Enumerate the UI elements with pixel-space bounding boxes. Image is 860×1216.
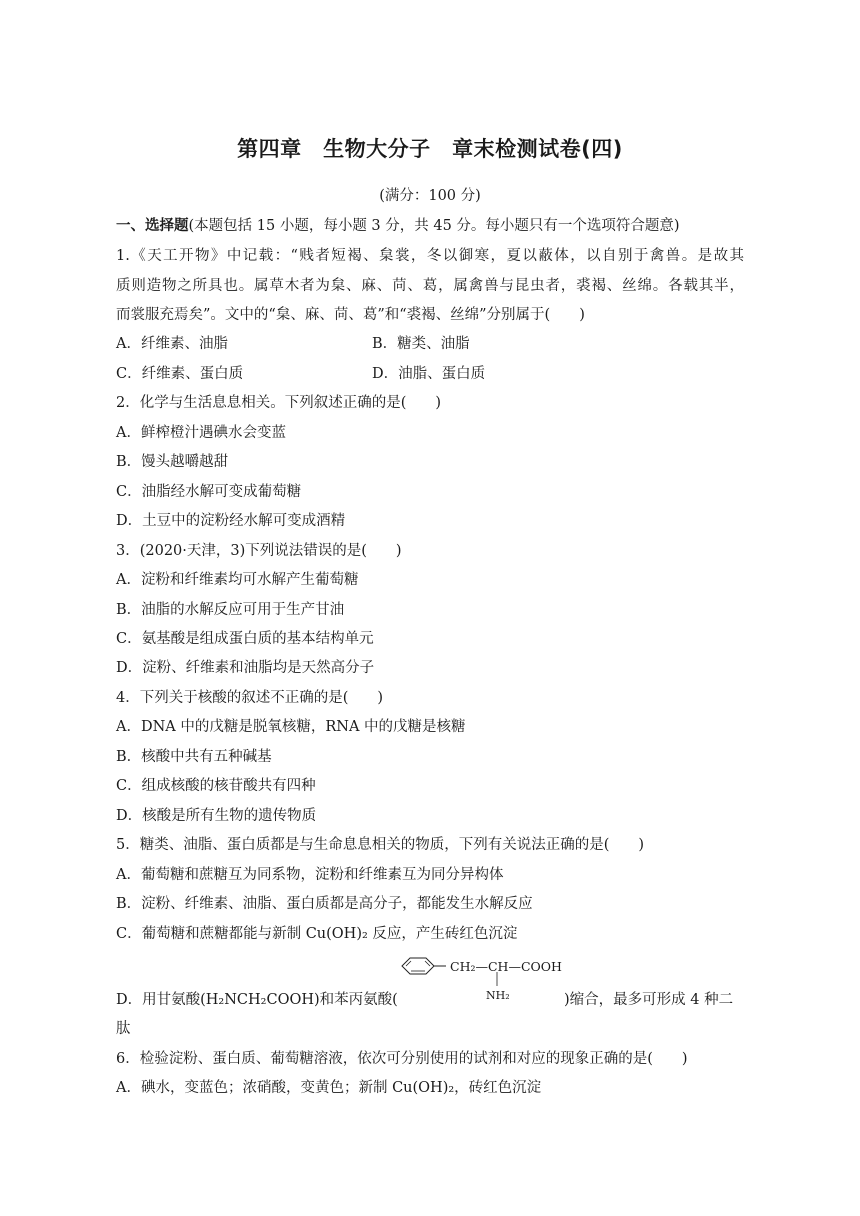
q4-option-d: D．核酸是所有生物的遗传物质	[116, 808, 317, 824]
score-note: (满分：100 分)	[379, 188, 481, 204]
q3-stem: 3．(2020·天津，3)下列说法错误的是( )	[116, 543, 402, 559]
section-desc: (本题包括 15 小题，每小题 3 分，共 45 分。每小题只有一个选项符合题意)	[188, 218, 680, 234]
q6-stem: 6．检验淀粉、蛋白质、葡萄糖溶液，依次可分别使用的试剂和对应的现象正确的是( )	[116, 1051, 688, 1067]
q1-stem-line2: 质则造物之所具也。属草木者为枲、麻、苘、葛，属禽兽与昆虫者，裘褐、丝绵。各载其半，	[116, 278, 744, 294]
q6-option-a: A．碘水，变蓝色；浓硝酸，变黄色；新制 Cu(OH)₂，砖红色沉淀	[116, 1080, 542, 1096]
q5-option-d-cont: 肽	[116, 1021, 131, 1037]
q4-option-b: B．核酸中共有五种碱基	[116, 749, 272, 765]
q1-option-b: B．糖类、油脂	[372, 336, 470, 352]
q5-option-b: B．淀粉、纤维素、油脂、蛋白质都是高分子，都能发生水解反应	[116, 896, 533, 912]
structure-chain: CH₂—CH—COOH	[450, 959, 562, 974]
q4-option-a: A．DNA 中的戊糖是脱氧核糖，RNA 中的戊糖是核糖	[116, 719, 466, 735]
section-heading-line	[116, 216, 680, 236]
structure-amino-group: NH₂	[486, 989, 510, 1002]
q1-option-a: A．纤维素、油脂	[116, 336, 228, 352]
q1-option-c: C．纤维素、蛋白质	[116, 366, 244, 382]
q2-stem: 2．化学与生活息息相关。下列叙述正确的是( )	[116, 395, 442, 411]
q1-stem-line1: 1.《天工开物》中记载：“贱者短褐、枲裳，冬以御寒，夏以蔽体，以自别于禽兽。是故其	[116, 248, 744, 264]
q4-stem: 4．下列关于核酸的叙述不正确的是( )	[116, 690, 384, 706]
page-title: 第四章 生物大分子 章末检测试卷(四)	[237, 137, 623, 161]
q5-option-d-start: D．用甘氨酸(H₂NCH₂COOH)和苯丙氨酸(	[116, 992, 398, 1008]
q2-option-a: A．鲜榨橙汁遇碘水会变蓝	[116, 425, 286, 441]
q5-option-d-end: )缩合，最多可形成 4 种二	[564, 992, 734, 1008]
q3-option-d: D．淀粉、纤维素和油脂均是天然高分子	[116, 660, 375, 676]
q2-option-b: B．馒头越嚼越甜	[116, 454, 229, 470]
q4-option-c: C．组成核酸的核苷酸共有四种	[116, 778, 316, 794]
q1-option-d: D．油脂、蛋白质	[372, 366, 486, 382]
q2-option-c: C．油脂经水解可变成葡萄糖	[116, 484, 302, 500]
q3-option-a: A．淀粉和纤维素均可水解产生葡萄糖	[116, 572, 359, 588]
q5-stem: 5．糖类、油脂、蛋白质都是与生命息息相关的物质，下列有关说法正确的是( )	[116, 837, 645, 853]
q3-option-c: C．氨基酸是组成蛋白质的基本结构单元	[116, 631, 374, 647]
q2-option-d: D．土豆中的淀粉经水解可变成酒精	[116, 513, 346, 529]
q1-stem-line3: 而裳服充焉矣”。文中的“枲、麻、苘、葛”和“裘褐、丝绵”分别属于( )	[116, 307, 585, 323]
section-heading: 一、选择题	[116, 218, 189, 234]
q5-option-a: A．葡萄糖和蔗糖互为同系物，淀粉和纤维素互为同分异构体	[116, 867, 504, 883]
q3-option-b: B．油脂的水解反应可用于生产甘油	[116, 602, 345, 618]
q5-option-c: C．葡萄糖和蔗糖都能与新制 Cu(OH)₂ 反应，产生砖红色沉淀	[116, 926, 518, 942]
